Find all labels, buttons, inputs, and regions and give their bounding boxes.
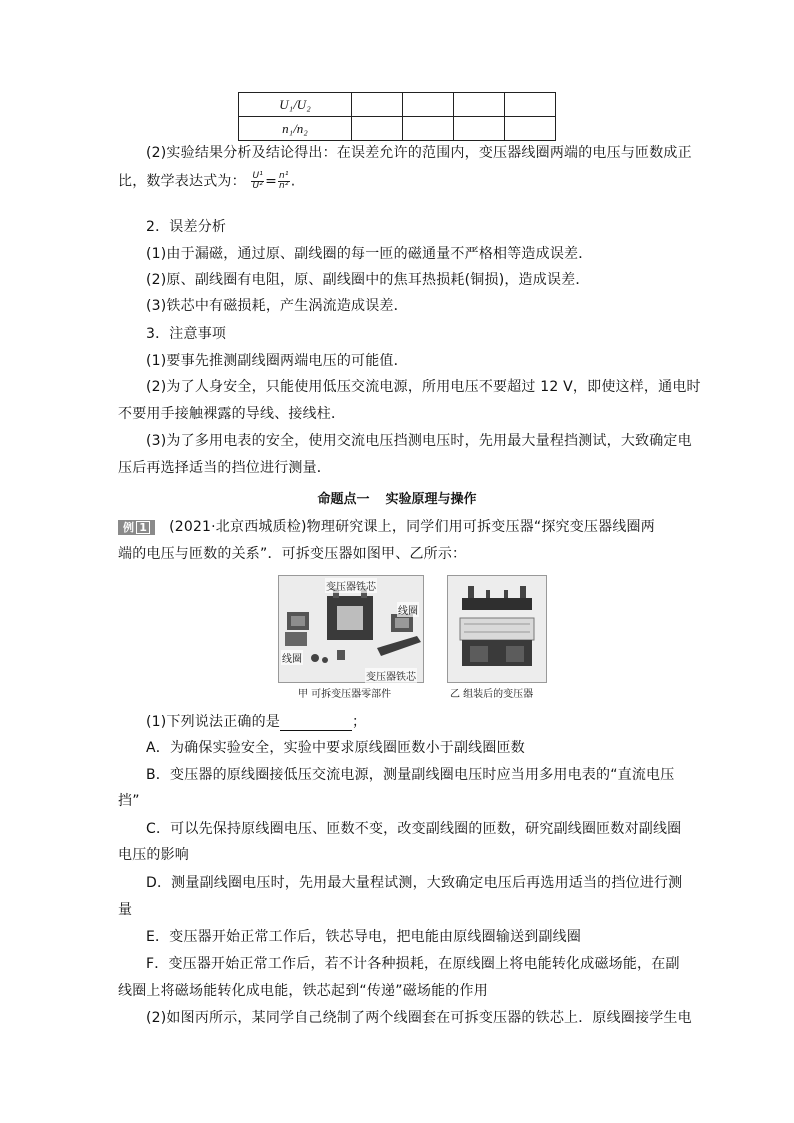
table-cell xyxy=(505,93,556,117)
list-item: (3)为了多用电表的安全，使用交流电压挡测电压时，先用最大量程挡测试，大致确定电 xyxy=(146,433,692,449)
table-row xyxy=(239,93,556,117)
question-2-line: (2)如图丙所示，某同学自己绕制了两个线圈套在可拆变压器的铁芯上．原线圈接学生电 xyxy=(146,1010,692,1026)
table-cell xyxy=(403,93,454,117)
label-coil-right: 线圈 xyxy=(397,602,419,617)
paragraph-text: 比，数学表达式为： xyxy=(118,173,246,190)
list-item: (2)为了人身安全，只能使用低压交流电源，所用电压不要超过 12 V，即使这样，通电时 xyxy=(146,379,701,395)
section-title: 2．误差分析 xyxy=(146,219,227,235)
ratio-table xyxy=(238,92,556,141)
paragraph-line: (2)实验结果分析及结论得出：在误差允许的范围内，变压器线圈两端的电压与匝数成正 xyxy=(146,145,692,161)
label-core-bottom: 变压器铁芯 xyxy=(365,668,417,683)
table-cell xyxy=(505,117,556,141)
paragraph-line xyxy=(118,172,295,191)
label-core-top: 变压器铁芯 xyxy=(325,578,377,593)
figure-caption-right: 乙 组装后的变压器 xyxy=(450,689,534,700)
paragraph-line: 端的电压与匝数的关系”．可拆变压器如图甲、乙所示： xyxy=(118,546,467,562)
table-cell xyxy=(454,117,505,141)
list-item: (2)原、副线圈有电阻，原、副线圈中的焦耳热损耗(铜损)，造成误差． xyxy=(146,272,590,288)
formula-left-fraction: $\frac{\text{U¹}}{\text{U²}}$ xyxy=(252,171,264,191)
table-row-header: U₁/U₂ xyxy=(239,93,352,117)
table-row-header: n₁/n₂ xyxy=(239,117,352,141)
figure-disassembled-transformer xyxy=(278,575,424,683)
option-c: C．可以先保持原线圈电压、匝数不变，改变副线圈的匝数，研究副线圈匝数对副线圈 xyxy=(146,821,682,837)
list-item: (1)要事先推测副线圈两端电压的可能值． xyxy=(146,353,408,369)
example-intro: 例 1 (2021·北京西城质检)物理研究课上，同学们用可拆变压器“探究变压器线圈两 xyxy=(118,518,655,536)
answer-blank xyxy=(280,716,352,731)
option-c-continued: 电压的影响 xyxy=(118,847,189,863)
assembled-transformer-illustration xyxy=(448,576,546,682)
table-cell xyxy=(403,117,454,141)
example-badge: 例 1 xyxy=(118,520,155,535)
table-cell xyxy=(454,93,505,117)
question-stem: (1)下列说法正确的是 ； xyxy=(146,714,367,730)
formula-right-fraction: $\frac{\text{n¹}}{\text{n²}}$ xyxy=(279,171,289,191)
table-cell xyxy=(352,93,403,117)
option-b-continued: 挡” xyxy=(118,793,140,809)
topic-heading: 命题点一 实验原理与操作 xyxy=(317,492,477,507)
option-d: D．测量副线圈电压时，先用最大量程试测，大致确定电压后再选用适当的挡位进行测 xyxy=(146,875,683,891)
list-item: (3)铁芯中有磁损耗，产生涡流造成误差． xyxy=(146,298,408,314)
option-f: F．变压器开始正常工作后，若不计各种损耗，在原线圈上将电能转化成磁场能，在副 xyxy=(146,956,680,972)
list-item: (1)由于漏磁，通过原、副线圈的每一匝的磁通量不严格相等造成误差． xyxy=(146,246,593,262)
option-f-continued: 线圈上将磁场能转化成电能，铁芯起到“传递”磁场能的作用 xyxy=(118,983,488,999)
table-cell xyxy=(352,117,403,141)
table-row xyxy=(239,117,556,141)
formula-equals: = xyxy=(265,173,278,190)
list-item-continued: 不要用手接触裸露的导线、接线柱． xyxy=(118,406,346,422)
option-b: B．变压器的原线圈接低压交流电源，测量副线圈电压时应当用多用电表的“直流电压 xyxy=(146,767,675,783)
label-coil-left: 线圈 xyxy=(281,650,303,665)
option-a: A．为确保实验安全，实验中要求原线圈匝数小于副线圈匝数 xyxy=(146,740,525,756)
figure-assembled-transformer xyxy=(447,575,547,683)
section-title: 3．注意事项 xyxy=(146,326,227,342)
option-e: E．变压器开始正常工作后，铁芯导电，把电能由原线圈输送到副线圈 xyxy=(146,929,582,945)
list-item-continued: 压后再选择适当的挡位进行测量． xyxy=(118,460,331,476)
formula-end: . xyxy=(290,173,296,190)
option-d-continued: 量 xyxy=(118,902,133,918)
figure-caption-left: 甲 可拆变压器零部件 xyxy=(298,689,392,700)
